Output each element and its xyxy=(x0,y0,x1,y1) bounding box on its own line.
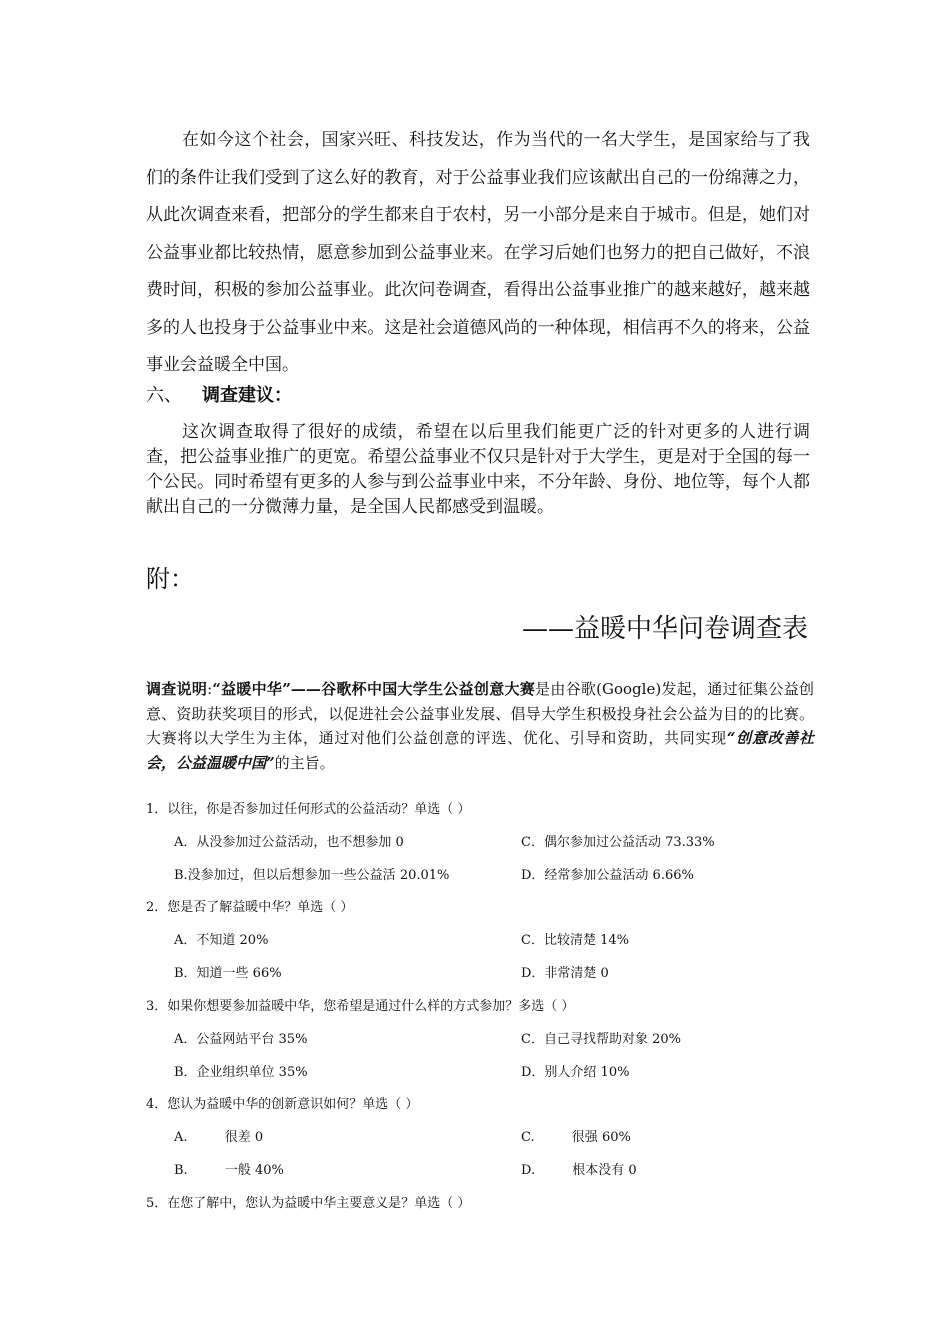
q2-option-c: C．比较清楚 14% xyxy=(521,933,629,948)
q1-option-b: B.没参加过，但以后想参加一些公益活 20.01% xyxy=(174,868,450,883)
question-1: 1．以往，你是否参加过任何形式的公益活动？单选（ ） xyxy=(146,802,471,817)
question-2: 2．您是否了解益暖中华？单选（ ） xyxy=(146,900,354,915)
q1-option-d: D．经常参加公益活动 6.66% xyxy=(521,868,694,883)
intro-text-2: 的主旨。 xyxy=(274,753,335,772)
q4-option-c: C. 很强 60% xyxy=(521,1130,631,1145)
conclusion-paragraph: 在如今这个社会，国家兴旺、科技发达，作为当代的一名大学生，是国家给与了我们的条件让我们受到了这么好的教育，对于公益事业我们应该献出自己的一份绵薄之力，从此次调查来看，把部分的学生都来自于农村，另一小部分是来自于城市。但是，她们对公益事业都比较热情，愿意参加到公益事业来。在学习后她们也努力的把自己做好，不浪费时间，积极的参加公益事业。此次问卷调查，看得出公益事业推广的越来越好，越来越多的人也投身于公益事业中来。这是社会道德风尚的一种体现，相信再不久的将来，公益事业会益暖全中国。 xyxy=(146,130,810,375)
q4-option-a: A. 很差 0 xyxy=(174,1130,264,1145)
q2-option-a: A．不知道 20% xyxy=(174,933,269,948)
q4-option-d: D. 根本没有 0 xyxy=(521,1163,637,1178)
q1-option-c: C．偶尔参加过公益活动 73.33% xyxy=(521,835,715,850)
q2-option-b: B．知道一些 66% xyxy=(174,966,282,981)
q3-option-d: D．别人介绍 10% xyxy=(521,1065,630,1080)
intro-text-1: 是由谷歌(Google)发起，通过征集公益创意、资助获奖项目的形式，以促进社会公益事业发展、倡导大学生积极投身社会公益为目的的比赛。大赛将以大学生为主体，通过对他们公益创意的评选、优化、引导和资助，共同实现 xyxy=(146,680,814,747)
intro-label: 调查说明 xyxy=(146,680,208,698)
intro-event: “益暖中华”——谷歌杯中国大学生公益创意大赛 xyxy=(212,680,536,698)
intro-colon: : xyxy=(207,680,213,698)
survey-title: ——益暖中华问卷调查表 xyxy=(521,614,808,644)
intro-slogan: “创意改善社会，公益温暖中国” xyxy=(146,729,814,772)
question-4: 4．您认为益暖中华的创新意识如何？单选（ ） xyxy=(146,1097,419,1112)
q3-option-b: B．企业组织单位 35% xyxy=(174,1065,308,1080)
q4-option-b: B. 一般 40% xyxy=(174,1163,284,1178)
section-number: 六、 xyxy=(146,385,182,406)
suggestion-paragraph: 这次调查取得了很好的成绩，希望在以后里我们能更广泛的针对更多的人进行调查，把公益事业推广的更宽。希望公益事业不仅只是针对于大学生，更是对于全国的每一个公民。同时希望有更多的人参与到公益事业中来，不分年龄、身份、地位等，每个人都献出自己的一分微薄力量，是全国人民都感受到温暖。 xyxy=(146,422,810,517)
section-title: 调查建议： xyxy=(202,385,292,406)
question-3: 3．如果你想要参加益暖中华，您希望是通过什么样的方式参加？多选（ ） xyxy=(146,999,575,1014)
section-heading xyxy=(146,382,292,410)
q1-option-a: A．从没参加过公益活动，也不想参加 0 xyxy=(174,835,404,850)
appendix-label: 附： xyxy=(146,565,194,593)
q3-option-a: A．公益网站平台 35% xyxy=(174,1032,308,1047)
q3-option-c: C．自己寻找帮助对象 20% xyxy=(521,1032,681,1047)
survey-intro xyxy=(146,677,814,775)
question-5: 5．在您了解中，您认为益暖中华主要意义是？单选（ ） xyxy=(146,1196,471,1211)
q2-option-d: D．非常清楚 0 xyxy=(521,966,609,981)
